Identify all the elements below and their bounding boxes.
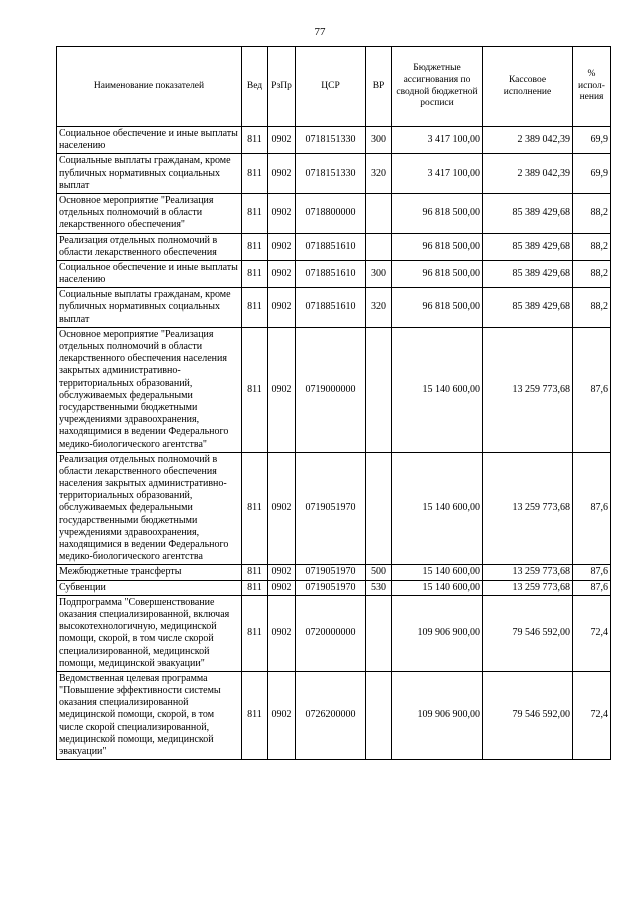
row-ved: 811 — [242, 327, 268, 452]
table-row — [57, 233, 611, 260]
header-cash: Кассовое исполнение — [483, 47, 573, 127]
row-budget: 96 818 500,00 — [392, 233, 483, 260]
header-pct: % испол-нения — [573, 47, 611, 127]
row-name: Подпрограмма "Совершенствование оказания специализированной, включая высокотехнологичную, медицинской помощи, скорой, в том числе скорой специализированной, медицинской помощи, медицинской эвакуации" — [57, 595, 242, 671]
row-rzpr: 0902 — [268, 565, 296, 580]
row-rzpr: 0902 — [268, 127, 296, 154]
row-cash: 13 259 773,68 — [483, 565, 573, 580]
row-name: Основное мероприятие "Реализация отдельных полномочий в области лекарственного обеспечения" — [57, 193, 242, 233]
row-cash: 2 389 042,39 — [483, 127, 573, 154]
row-name: Реализация отдельных полномочий в области лекарственного обеспечения населения закрытых административно-территориальных образований, обслуживаемых федеральными государственными бюджетными учреждениями здравоохранения, находящимися в ведении Федерального медико-биологического агентства — [57, 452, 242, 565]
row-vr: 300 — [366, 260, 392, 287]
row-name: Субвенции — [57, 580, 242, 595]
table-row — [57, 452, 611, 565]
row-name: Социальное обеспечение и иные выплаты населению — [57, 127, 242, 154]
row-name: Социальное обеспечение и иные выплаты населению — [57, 260, 242, 287]
row-vr: 320 — [366, 288, 392, 328]
row-budget: 15 140 600,00 — [392, 580, 483, 595]
row-csr: 0720000000 — [296, 595, 366, 671]
row-cash: 13 259 773,68 — [483, 452, 573, 565]
row-rzpr: 0902 — [268, 327, 296, 452]
row-vr — [366, 193, 392, 233]
table-row — [57, 154, 611, 194]
row-pct: 87,6 — [573, 452, 611, 565]
row-cash: 85 389 429,68 — [483, 233, 573, 260]
row-cash: 79 546 592,00 — [483, 671, 573, 759]
row-ved: 811 — [242, 260, 268, 287]
table-row — [57, 288, 611, 328]
row-vr: 500 — [366, 565, 392, 580]
table-row — [57, 595, 611, 671]
row-name: Реализация отдельных полномочий в области лекарственного обеспечения — [57, 233, 242, 260]
row-ved: 811 — [242, 671, 268, 759]
row-cash: 79 546 592,00 — [483, 595, 573, 671]
row-cash: 85 389 429,68 — [483, 260, 573, 287]
row-csr: 0718151330 — [296, 127, 366, 154]
row-pct: 87,6 — [573, 565, 611, 580]
table-row — [57, 193, 611, 233]
row-csr: 0718851610 — [296, 288, 366, 328]
row-name: Межбюджетные трансферты — [57, 565, 242, 580]
row-name: Ведомственная целевая программа "Повышение эффективности системы оказания специализированной медицинской помощи, скорой, в том числе скорой специализированной, медицинской помощи, медицинской эвакуации" — [57, 671, 242, 759]
row-ved: 811 — [242, 595, 268, 671]
header-budget: Бюджетные ассигнования по сводной бюджетной росписи — [392, 47, 483, 127]
row-ved: 811 — [242, 154, 268, 194]
row-pct: 87,6 — [573, 580, 611, 595]
row-ved: 811 — [242, 288, 268, 328]
row-pct: 72,4 — [573, 595, 611, 671]
row-cash: 2 389 042,39 — [483, 154, 573, 194]
row-rzpr: 0902 — [268, 288, 296, 328]
row-ved: 811 — [242, 452, 268, 565]
row-csr: 0719000000 — [296, 327, 366, 452]
header-csr: ЦСР — [296, 47, 366, 127]
row-cash: 13 259 773,68 — [483, 327, 573, 452]
row-vr — [366, 233, 392, 260]
budget-table — [56, 46, 611, 760]
row-ved: 811 — [242, 127, 268, 154]
row-ved: 811 — [242, 565, 268, 580]
row-budget: 3 417 100,00 — [392, 127, 483, 154]
row-rzpr: 0902 — [268, 233, 296, 260]
row-pct: 69,9 — [573, 154, 611, 194]
row-vr: 530 — [366, 580, 392, 595]
row-ved: 811 — [242, 580, 268, 595]
row-csr: 0718851610 — [296, 233, 366, 260]
row-pct: 88,2 — [573, 233, 611, 260]
row-rzpr: 0902 — [268, 595, 296, 671]
row-csr: 0719051970 — [296, 580, 366, 595]
row-csr: 0718800000 — [296, 193, 366, 233]
row-cash: 13 259 773,68 — [483, 580, 573, 595]
row-budget: 96 818 500,00 — [392, 193, 483, 233]
row-pct: 72,4 — [573, 671, 611, 759]
row-vr — [366, 671, 392, 759]
row-rzpr: 0902 — [268, 260, 296, 287]
row-budget: 15 140 600,00 — [392, 327, 483, 452]
row-pct: 88,2 — [573, 193, 611, 233]
row-vr: 320 — [366, 154, 392, 194]
row-csr: 0719051970 — [296, 565, 366, 580]
row-vr — [366, 327, 392, 452]
row-csr: 0719051970 — [296, 452, 366, 565]
table-body — [57, 127, 611, 760]
row-rzpr: 0902 — [268, 671, 296, 759]
row-vr — [366, 452, 392, 565]
row-pct: 88,2 — [573, 260, 611, 287]
row-budget: 15 140 600,00 — [392, 565, 483, 580]
row-name: Социальные выплаты гражданам, кроме публичных нормативных социальных выплат — [57, 154, 242, 194]
row-ved: 811 — [242, 233, 268, 260]
page-number: 77 — [314, 26, 326, 38]
row-csr: 0718151330 — [296, 154, 366, 194]
table-row — [57, 565, 611, 580]
row-budget: 3 417 100,00 — [392, 154, 483, 194]
row-rzpr: 0902 — [268, 193, 296, 233]
row-cash: 85 389 429,68 — [483, 193, 573, 233]
row-ved: 811 — [242, 193, 268, 233]
row-name: Основное мероприятие "Реализация отдельных полномочий в области лекарственного обеспечения населения закрытых административно-территориальных образований, обслуживаемых федеральными государственными бюджетными учреждениями здравоохранения, находящимися в ведении Федерального медико-биологического агентства" — [57, 327, 242, 452]
row-rzpr: 0902 — [268, 452, 296, 565]
table-row — [57, 127, 611, 154]
row-budget: 109 906 900,00 — [392, 671, 483, 759]
table-row — [57, 580, 611, 595]
row-budget: 96 818 500,00 — [392, 260, 483, 287]
header-rzpr: РзПр — [268, 47, 296, 127]
row-rzpr: 0902 — [268, 580, 296, 595]
row-pct: 69,9 — [573, 127, 611, 154]
table-row — [57, 327, 611, 452]
row-budget: 96 818 500,00 — [392, 288, 483, 328]
row-budget: 15 140 600,00 — [392, 452, 483, 565]
header-vr: ВР — [366, 47, 392, 127]
row-pct: 87,6 — [573, 327, 611, 452]
table-row — [57, 260, 611, 287]
row-cash: 85 389 429,68 — [483, 288, 573, 328]
row-vr — [366, 595, 392, 671]
table-header-row — [57, 47, 611, 127]
row-rzpr: 0902 — [268, 154, 296, 194]
row-csr: 0726200000 — [296, 671, 366, 759]
row-name: Социальные выплаты гражданам, кроме публичных нормативных социальных выплат — [57, 288, 242, 328]
row-budget: 109 906 900,00 — [392, 595, 483, 671]
row-vr: 300 — [366, 127, 392, 154]
row-pct: 88,2 — [573, 288, 611, 328]
table-row — [57, 671, 611, 759]
header-name: Наименование показателей — [57, 47, 242, 127]
row-csr: 0718851610 — [296, 260, 366, 287]
header-ved: Вед — [242, 47, 268, 127]
